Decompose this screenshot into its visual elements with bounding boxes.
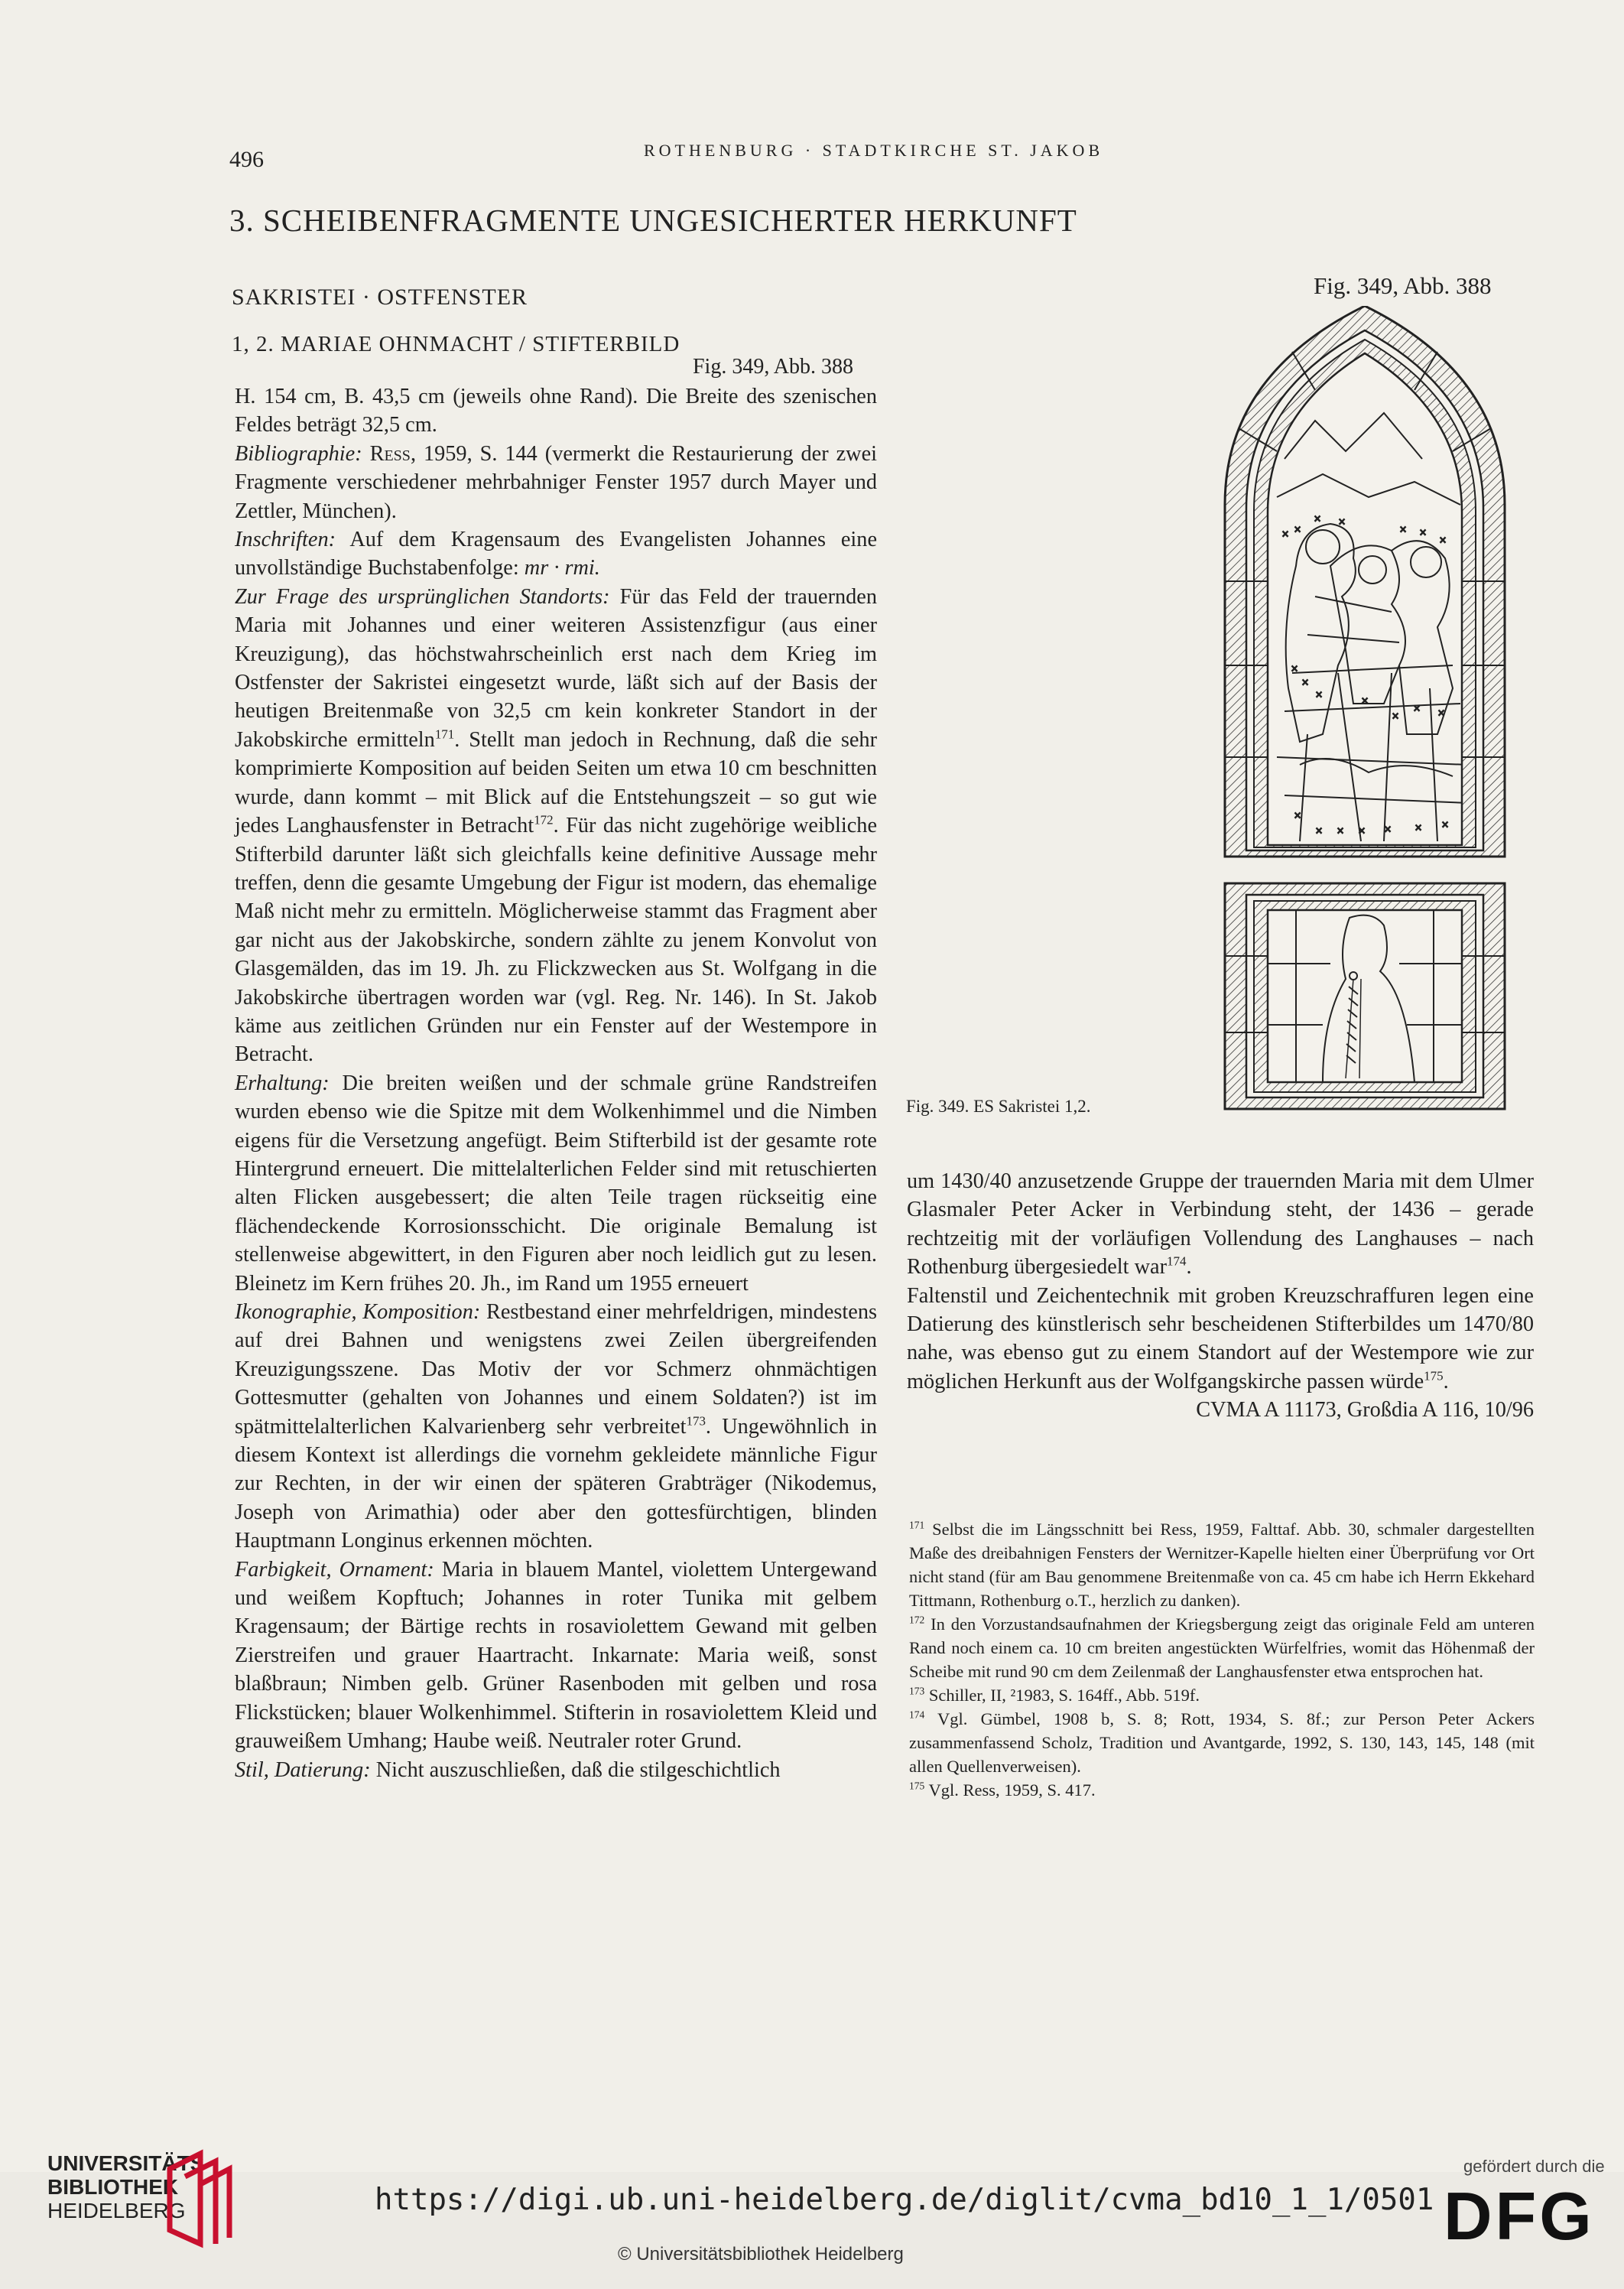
svg-text:×: × bbox=[1294, 524, 1302, 535]
footnote-ref-175[interactable]: 175 bbox=[1424, 1368, 1444, 1383]
library-name-line: BIBLIOTHEK bbox=[47, 2175, 179, 2199]
svg-text:×: × bbox=[1337, 825, 1345, 836]
svg-text:×: × bbox=[1358, 825, 1366, 836]
window-diagram bbox=[1208, 306, 1522, 1113]
conservation-text: Die breiten weißen und der schmale grüne Randstreifen wurden ebenso wie die Spitze mit dem Wolkenhimmel und die Nimben eigens für die Versetzung angefügt. Beim Stifterbild ist der gesamte rote Hintergrund erneuert. Die mittelalterlichen Felder sind mit retuschierten alten Flicken ausgebessert; die alten Teile tragen rückseitig eine flächendeckende Korrosionsschicht. Die originale Bemalung ist stellenweise abgewittert, in den Figuren aber noch leidlich gut zu lesen. Bleinetz im Kern frühes 20. Jh., im Rand um 1955 erneuert bbox=[235, 1071, 877, 1296]
svg-text:×: × bbox=[1281, 528, 1290, 539]
running-title: ROTHENBURG · STADTKIRCHE ST. JAKOB bbox=[644, 141, 1104, 160]
bibliography-label: Bibliographie: bbox=[235, 441, 362, 466]
footnotes bbox=[909, 1517, 1535, 1802]
style-text: Nicht auszuschließen, daß die stilgeschichtlich bbox=[375, 1757, 781, 1782]
color-label: Farbigkeit, Ornament: bbox=[235, 1557, 434, 1582]
svg-text:×: × bbox=[1399, 524, 1408, 535]
original-location-paragraph bbox=[235, 583, 877, 1069]
entry-title: 1, 2. MARIAE OHNMACHT / STIFTERBILD bbox=[232, 332, 680, 356]
footnote-number: 175 bbox=[909, 1780, 925, 1792]
dfg-logo[interactable]: DFG bbox=[1444, 2178, 1595, 2254]
svg-text:×: × bbox=[1441, 819, 1450, 830]
iconography-text-2: . Ungewöhnlich in diesem Kontext ist allerdings die vornehm gekleidete männliche Figur zur Rechten, in der wir einen der späteren Grabträger (Nikodemus, Joseph von Arimathia) oder aber den gottesfürchtigen, blinden Hauptmann Longinus erkennen möchten. bbox=[235, 1414, 877, 1553]
svg-text:×: × bbox=[1392, 710, 1400, 721]
cvma-reference: CVMA A 11173, Großdia A 116, 10/96 bbox=[1196, 1398, 1534, 1422]
svg-text:×: × bbox=[1413, 703, 1421, 714]
scene-panel bbox=[1268, 353, 1462, 845]
right-column bbox=[907, 1167, 1534, 1425]
right-text-1: um 1430/40 anzusetzende Gruppe der trauernden Maria mit dem Ulmer Glasmaler Peter Acker in Verbindung steht, der 1436 – gerade rechtzeitig mit der vorläufigen Vollendung des Langhauses – nach Rothenburg übergesiedelt war bbox=[907, 1169, 1534, 1279]
section-title: 3. SCHEIBENFRAGMENTE UNGESICHERTER HERKUNFT bbox=[229, 203, 1077, 238]
bibliography-text: , 1959, S. 144 (vermerkt die Restaurierung der zwei Fragmente verschiedener mehrbahniger Fenster 1957 durch Mayer und Zettler, München). bbox=[235, 441, 878, 523]
left-column bbox=[235, 382, 877, 1784]
inscriptions-text: Auf dem Kragensaum des Evangelisten Johannes eine unvollständige Buchstabenfolge: bbox=[235, 528, 877, 580]
subsection-title: SAKRISTEI · OSTFENSTER bbox=[232, 284, 528, 310]
svg-text:×: × bbox=[1361, 695, 1369, 706]
footnote-text: In den Vorzustandsaufnahmen der Kriegsbergung zeigt das originale Feld am unteren Rand noch einem ca. 10 cm breiten angestückten Würfelfries, womit das Höhenmaß der Scheibe mit rund 90 cm dem Zeilenmaß der Langhausfenster etwa entsprochen hat. bbox=[909, 1614, 1535, 1681]
footnote-172 bbox=[909, 1612, 1535, 1683]
iconography-paragraph bbox=[235, 1298, 877, 1556]
svg-text:×: × bbox=[1315, 689, 1324, 700]
svg-text:×: × bbox=[1437, 707, 1446, 718]
footnote-text: Schiller, II, ²1983, S. 164ff., Abb. 519f. bbox=[928, 1686, 1200, 1705]
entry-figure-reference: Fig. 349, Abb. 388 bbox=[692, 355, 853, 379]
svg-text:×: × bbox=[1439, 535, 1447, 545]
footnote-171 bbox=[909, 1517, 1535, 1612]
footnote-175 bbox=[909, 1778, 1535, 1802]
footnote-number: 173 bbox=[909, 1685, 925, 1697]
svg-text:×: × bbox=[1419, 527, 1427, 538]
bibliography-paragraph bbox=[235, 440, 877, 525]
footnote-174 bbox=[909, 1707, 1535, 1778]
figure-reference: Fig. 349, Abb. 388 bbox=[1314, 272, 1492, 299]
permalink-url[interactable]: https://digi.ub.uni-heidelberg.de/diglit/cvma_bd10_1_1/0501 bbox=[375, 2183, 1434, 2217]
footnote-text: Selbst die im Längsschnitt bei Ress, 1959, Falttaf. Abb. 30, schmaler dargestellten Maße des dreibahnigen Fensters der Wernitzer-Kapelle hielten einer Überprüfung vor Ort nicht stand (für am Bau genommene Breitenmaße von ca. 45 cm habe ich Herrn Ekkehard Tittmann, Rothenburg o.T., herzlich zu danken). bbox=[909, 1520, 1535, 1610]
inscriptions-paragraph bbox=[235, 525, 877, 583]
right-paragraph-1 bbox=[907, 1167, 1534, 1282]
funding-note: gefördert durch die bbox=[1463, 2157, 1605, 2176]
right-text-2: . bbox=[1186, 1255, 1192, 1279]
right-text-3: Faltenstil und Zeichentechnik mit groben Kreuzschraffuren legen eine Datierung des künstlerisch sehr bescheidenen Stifterbildes um 1470/80 nahe, was ebenso gut zu einem Standort auf der Westempore wie zur möglichen Herkunft aus der Wolfgangskirche passen würde bbox=[907, 1283, 1534, 1393]
color-paragraph bbox=[235, 1556, 877, 1756]
footnote-text: Vgl. Gümbel, 1908 b, S. 8; Rott, 1934, S. 8f.; zur Person Peter Ackers zusammenfassend Scholz, Tradition und Avantgarde, 1992, S. 130, 143, 145, 148 (mit allen Quellenverweisen). bbox=[909, 1709, 1535, 1776]
inscriptions-letters: mr · rmi. bbox=[524, 556, 600, 580]
footnote-ref-172[interactable]: 172 bbox=[534, 812, 554, 827]
library-name-line: UNIVERSITÄTS- bbox=[47, 2151, 212, 2175]
footnote-ref-171[interactable]: 171 bbox=[434, 727, 455, 742]
dimensions-paragraph: H. 154 cm, B. 43,5 cm (jeweils ohne Rand). Die Breite des szenischen Feldes beträgt 32,5 cm. bbox=[235, 385, 877, 437]
conservation-label: Erhaltung: bbox=[235, 1071, 330, 1095]
color-text: Maria in blauem Mantel, violettem Untergewand und weißem Kopftuch; Johannes in roter Tunika mit gelbem Kragensaum; der Bärtige rechts in rosaviolettem Gewand mit gelben Zierstreifen und grauer Haartracht. Inkarnate: Maria weiß, sonst blaßbraun; Nimben gelb. Grüner Rasenboden mit gelben und rosa Flickstücken; blauer Wolkenhimmel. Stifterin in rosaviolettem Kleid und grauweißem Umhang; Haube weiß. Neutraler roter Grund. bbox=[235, 1557, 877, 1754]
svg-text:×: × bbox=[1291, 663, 1299, 674]
svg-text:×: × bbox=[1315, 825, 1324, 836]
footnote-number: 172 bbox=[909, 1614, 925, 1626]
right-text-4: . bbox=[1443, 1369, 1449, 1393]
footnote-number: 171 bbox=[909, 1519, 925, 1531]
conservation-paragraph bbox=[235, 1069, 877, 1298]
donor-panel bbox=[1268, 910, 1462, 1082]
original-location-text-2: . Stellt man jedoch in Rechnung, daß die sehr komprimierte Komposition auf beiden Seiten um etwa 10 cm beschnitten wurde, dann kommt – mit Blick auf die Entstehungszeit – so gut wie jedes Langhausfenster in Betracht bbox=[235, 727, 878, 838]
footnote-number: 174 bbox=[909, 1709, 925, 1721]
footnote-173 bbox=[909, 1683, 1535, 1707]
style-paragraph bbox=[235, 1756, 877, 1784]
page-number: 496 bbox=[229, 147, 264, 172]
original-location-text-1: Für das Feld der trauernden Maria mit Johannes und einer weiteren Assistenzfigur (aus einer Kreuzigung), das höchstwahrscheinlich erst nach dem Krieg im Ostfenster der Sakristei eingesetzt wurde, läßt sich auf der Basis der heutigen Breitenmaße von 32,5 cm kein konkreter Standort in der Jakobskirche ermitteln bbox=[235, 584, 877, 752]
svg-text:×: × bbox=[1415, 822, 1423, 833]
bibliography-author: Ress bbox=[369, 441, 411, 466]
figure-caption: Fig. 349. ES Sakristei 1,2. bbox=[906, 1097, 1091, 1116]
library-name-line: HEIDELBERG bbox=[47, 2199, 186, 2222]
iconography-text-1: Restbestand einer mehrfeldrigen, mindestens auf drei Bahnen und wenigstens zwei Zeilen übergreifenden Kreuzigungsszene. Das Motiv der vor Schmerz ohnmächtigen Gottesmutter (gehalten von Johannes und einem Soldaten?) ist im spätmittelalterlichen Kalvarienberg sehr verbreitet bbox=[235, 1300, 877, 1439]
original-location-text-3: . Für das nicht zugehörige weibliche Stifterbild darunter läßt sich gleichfalls keine definitive Aussage mehr treffen, denn die gesamte Umgebung der Figur ist modern, das ehemalige Maß nicht mehr zu ermitteln. Möglicherweise stammt das Fragment aber gar nicht aus der Jakobskirche, sondern zählte zu jenem Konvolut von Glasgemälden, das im 19. Jh. zu Flickzwecken aus St. Wolfgang in die Jakobskirche übertragen worden war (vgl. Reg. Nr. 146). In St. Jakob käme aus zeitlichen Gründen nur ein Fenster auf der Westempore in Betracht. bbox=[235, 814, 877, 1067]
svg-text:×: × bbox=[1338, 516, 1346, 527]
right-paragraph-2 bbox=[907, 1282, 1534, 1396]
svg-text:×: × bbox=[1294, 810, 1302, 821]
svg-text:×: × bbox=[1314, 513, 1322, 524]
footnote-text: Vgl. Ress, 1959, S. 417. bbox=[928, 1780, 1096, 1800]
svg-text:×: × bbox=[1301, 677, 1310, 688]
style-label: Stil, Datierung: bbox=[235, 1757, 371, 1782]
svg-text:×: × bbox=[1384, 824, 1392, 834]
library-logo-icon[interactable] bbox=[162, 2146, 232, 2252]
iconography-label: Ikonographie, Komposition: bbox=[235, 1300, 481, 1324]
footnote-ref-174[interactable]: 174 bbox=[1167, 1253, 1187, 1269]
inscriptions-label: Inschriften: bbox=[235, 528, 336, 552]
original-location-label: Zur Frage des ursprünglichen Standorts: bbox=[235, 584, 610, 609]
copyright-notice: © Universitätsbibliothek Heidelberg bbox=[618, 2244, 904, 2265]
footnote-ref-173[interactable]: 173 bbox=[686, 1413, 706, 1429]
